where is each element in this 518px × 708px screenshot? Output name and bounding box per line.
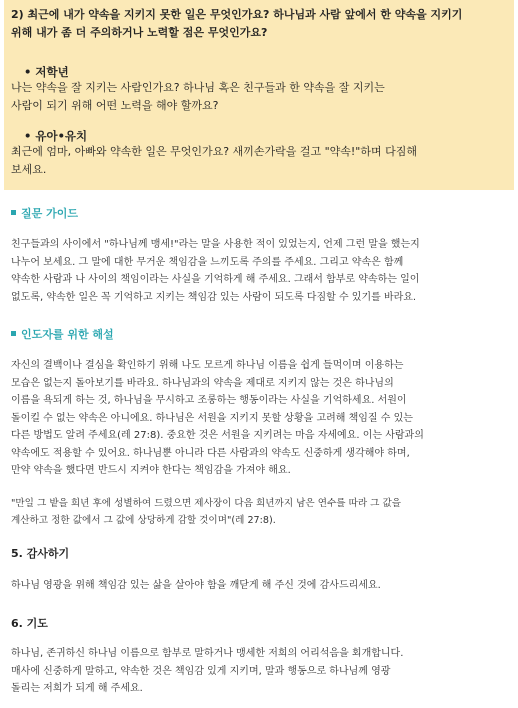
leader-line: 이름을 욕되게 하는 것, 하나님을 무시하고 조롱하는 행동이라는 사실을 기억하세요. 서원이 (11, 395, 407, 406)
leader-label (11, 326, 114, 342)
leader-line: 만약 약속을 했다면 반드시 지켜야 한다는 책임감을 가져야 해요. (11, 465, 291, 476)
kids-line-2: 보세요. (11, 163, 47, 176)
guide-paragraph (11, 236, 507, 306)
quote-line-2: 계산하고 정한 값에서 그 값에 상당하게 감할 것이며"(레 27:8). (11, 515, 276, 526)
question-line-1: 2) 최근에 내가 약속을 지키지 못한 일은 무엇인가요? 하나님과 사람 앞에서 한 약속을 지키기 (11, 8, 463, 21)
students-line-2: 사람이 되기 위해 어떤 노력을 해야 할까요? (11, 99, 219, 112)
square-bullet-icon (11, 210, 16, 215)
leader-line: 약속에도 적용할 수 있어요. 하나님뿐 아니라 다른 사람과의 약속도 신중하게 생각해야 하며, (11, 447, 410, 459)
guide-line: 나누어 보세요. 그 말에 대한 무거운 책임감을 느끼도록 주의를 주세요. 그리고 약속은 함께 (11, 256, 404, 268)
guide-label (11, 205, 78, 221)
prayer-heading: 6. 기도 (11, 617, 48, 630)
prayer-paragraph (11, 645, 507, 698)
prayer-line: 돌리는 저희가 되게 해 주세요. (11, 683, 143, 694)
scripture-quote (11, 495, 507, 529)
students-heading: • 저학년 (24, 65, 69, 79)
kids-question (11, 143, 509, 179)
prayer-line: 하나님, 존귀하신 하나님 이름으로 함부로 말하거나 맹세한 저희의 어리석음을 회개합니다. (11, 648, 404, 659)
students-question (11, 79, 509, 115)
guide-line: 약속한 사람과 나 사이의 책임이라는 사실을 기억하게 해 주세요. 그래서 함부로 약속하는 일이 (11, 274, 420, 285)
kids-heading: • 유아•유치 (24, 129, 88, 143)
kids-line-1: 최근에 엄마, 아빠와 약속한 일은 무엇인가요? 새끼손가락을 걸고 "약속!"하며 다짐해 (11, 145, 417, 158)
question-title (11, 6, 507, 42)
guide-line: 없도록, 약속한 일은 꼭 기억하고 지키는 책임감 있는 사람이 되도록 다짐할 수 있기를 바라요. (11, 291, 417, 303)
leader-line: 다른 방법도 알려 주세요(레 27:8). 중요한 것은 서원을 지키려는 마음 자세예요. 이는 사람과의 (11, 430, 424, 441)
leader-line: 돌이킬 수 없는 약속은 아니에요. 하나님은 서원을 지키지 못할 상황을 고려해 책임질 수 있는 (11, 412, 413, 424)
thanks-text: 하나님 영광을 위해 책임감 있는 삶을 살아야 함을 깨닫게 해 주신 것에 감사드리세요. (11, 580, 381, 591)
square-bullet-icon (11, 331, 16, 336)
leader-paragraph (11, 357, 507, 480)
leader-line: 자신의 결백이나 결심을 확인하기 위해 나도 모르게 하나님 이름을 쉽게 들먹이며 이용하는 (11, 360, 404, 371)
students-line-1: 나는 약속을 잘 지키는 사람인가요? 하나님 혹은 친구들과 한 약속을 잘 지키는 (11, 81, 385, 94)
guide-label-text: 질문 가이드 (21, 207, 78, 220)
question-line-2: 위해 내가 좀 더 주의하거나 노력할 점은 무엇인가요? (11, 26, 268, 39)
thanks-heading: 5. 감사하기 (11, 547, 70, 560)
leader-line: 모습은 없는지 돌아보기를 바라요. 하나님과의 약속을 제대로 지키지 않는 것은 하나님의 (11, 377, 394, 389)
quote-line-1: "만일 그 밭을 희년 후에 성별하여 드렸으면 제사장이 다음 희년까지 남은 연수를 따라 그 값을 (11, 498, 402, 509)
prayer-line: 매사에 신중하게 말하고, 약속한 것은 책임감 있게 지키며, 말과 행동으로 하나님께 영광 (11, 665, 391, 677)
guide-line: 친구들과의 사이에서 "하나님께 맹세!"라는 말을 사용한 적이 있었는지, 언제 그런 말을 했는지 (11, 239, 420, 250)
leader-label-text: 인도자를 위한 해설 (21, 328, 114, 341)
